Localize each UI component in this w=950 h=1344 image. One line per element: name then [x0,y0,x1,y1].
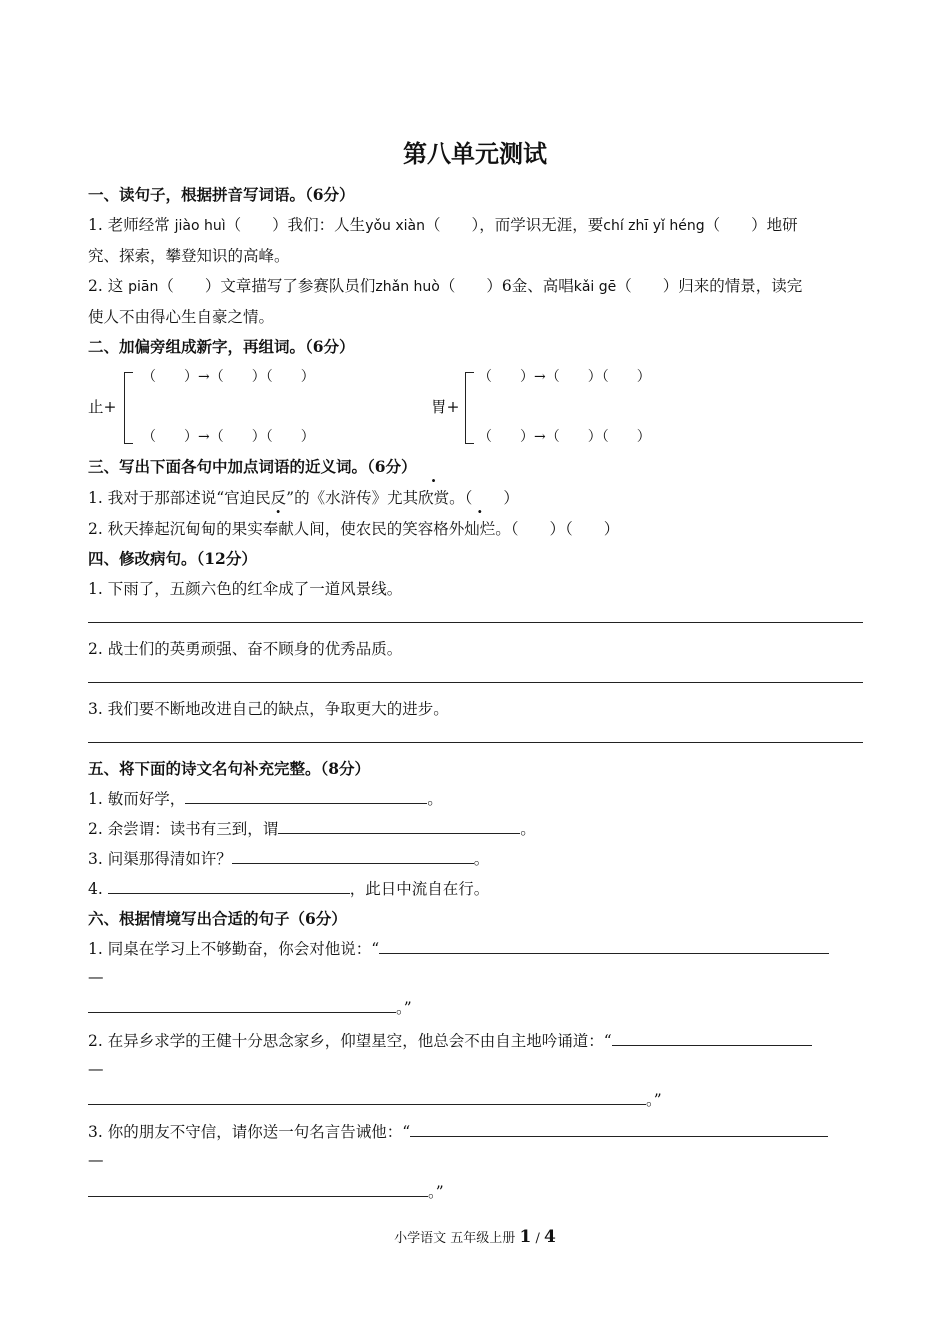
blank-5-4[interactable] [108,879,350,894]
right-brace [465,372,474,444]
sec5-q4-text-a: 4. [88,880,103,898]
sec1-q2-text-d: （ ）归来的情景，读完 [616,277,803,295]
blank-5-2[interactable] [278,819,520,834]
section-2-heading: 二、加偏旁组成新字，再组词。（6分） [88,337,355,356]
sec6-q1 [88,937,829,959]
sec6-q2-line2 [88,1088,662,1110]
blank-5-3[interactable] [232,849,474,864]
sec4-q2: 2. 战士们的英勇顽强、奋不顾身的优秀品质。 [88,640,403,658]
pinyin-youxian: yǒu xiàn [365,218,425,234]
blank-6-2a[interactable] [612,1031,812,1046]
right-row-2: （ ）→（ ）（ ） [478,429,651,445]
footer-sep: / [535,1231,540,1246]
pinyin-pian: piān [128,279,159,295]
blank-5-1[interactable] [185,789,427,804]
blank-6-3a[interactable] [410,1122,828,1137]
sec5-q2 [88,817,536,839]
footer-page: 1 [519,1227,532,1247]
sec1-q2-continuation: 使人不由得心生自豪之情。 [88,308,275,326]
right-row-1: （ ）→（ ）（ ） [478,369,651,385]
pinyin-zhanhuo: zhǎn huò [375,279,440,295]
sec6-q1-text: 1. 同桌在学习上不够勤奋，你会对他说：“ [88,940,380,958]
sec5-q1-text-a: 1. 敏而好学， [88,790,186,808]
sec1-q2-text-a: 2. 这 [88,277,124,295]
sec1-q1-continuation: 究、探索，攀登知识的高峰。 [88,247,290,265]
sec5-q2-text-b: 。 [520,820,536,838]
answer-line-4-2[interactable] [88,682,863,683]
dotted-word-fengxian: 奉献 [262,520,294,538]
footer-text: 小学语文 五年级上册 [394,1231,516,1246]
sec5-q4-text-b: ，此日中流自在行。 [349,880,490,898]
sec1-q1-text-d: （ ）地研 [704,216,798,234]
answer-line-4-3[interactable] [88,742,863,743]
dotted-word-xinshang: 欣赏 [418,489,450,507]
sec1-q1-text-a: 1. 老师经常 [88,216,170,234]
sec5-q1-text-b: 。 [427,790,443,808]
pinyin-jiaohui: jiào huì [174,218,226,234]
pinyin-chizhiyiheng: chí zhī yǐ héng [603,218,705,234]
sec3-q1-text-b: 。（ ） [449,489,519,507]
blank-6-1a[interactable] [379,939,829,954]
radical-left-label: 止+ [88,398,117,416]
sec3-q1 [88,486,519,508]
sec6-q1-dash: — [88,968,104,986]
section-1-heading: 一、读句子，根据拼音写词语。（6分） [88,185,355,204]
sec6-q3-text: 3. 你的朋友不守信，请你送一句名言告诫他：“ [88,1123,411,1141]
blank-6-1b[interactable] [88,998,396,1013]
section-5-heading: 五、将下面的诗文名句补充完整。（8分） [88,759,371,778]
sec6-q3-dash: — [88,1151,104,1169]
sec3-q2 [88,517,619,539]
sec3-q2-text-c: 。（ ）（ ） [495,520,620,538]
section-4-heading: 四、修改病句。（12分） [88,549,257,568]
sec1-q2-text-b: （ ）文章描写了参赛队员们 [158,277,376,295]
section-3-heading: 三、写出下面各句中加点词语的近义词。（6分） [88,457,417,476]
footer-total: 4 [543,1227,556,1247]
sec6-q2-close: 。” [646,1091,662,1109]
sec3-q1-text-a: 1. 我对于那部述说“官迫民反”的《水浒传》尤其 [88,489,419,507]
blank-6-3b[interactable] [88,1182,428,1197]
sec6-q2-dash: — [88,1060,104,1078]
sec6-q2-text: 2. 在异乡求学的王健十分思念家乡，仰望星空，他总会不由自主地吟诵道：“ [88,1032,612,1050]
sec6-q3-close: 。” [428,1183,444,1201]
page-footer [0,1227,950,1247]
sec1-q2 [88,274,802,296]
pinyin-kaige: kǎi gē [573,279,617,295]
page-title: 第八单元测试 [403,139,547,168]
sec3-q2-text-b: 人间，使农民的笑容格外 [293,520,465,538]
sec6-q3-line2 [88,1180,444,1202]
sec6-q3 [88,1120,828,1142]
blank-6-2b[interactable] [88,1090,646,1105]
sec5-q3 [88,847,489,869]
sec5-q4 [88,877,489,899]
sec1-q1-text-b: （ ）我们：人生 [225,216,366,234]
sec5-q3-text-a: 3. 问渠那得清如许？ [88,850,232,868]
answer-line-4-1[interactable] [88,622,863,623]
sec1-q1 [88,213,798,235]
sec4-q1: 1. 下雨了，五颜六色的红伞成了一道风景线。 [88,580,403,598]
sec5-q2-text-a: 2. 余尝谓：读书有三到，谓 [88,820,279,838]
section-6-heading: 六、根据情境写出合适的句子（6分） [88,909,347,928]
sec5-q1 [88,787,443,809]
left-row-1: （ ）→（ ）（ ） [142,369,315,385]
sec5-q3-text-b: 。 [473,850,490,868]
sec1-q2-text-c: （ ）6金、高唱 [439,277,574,295]
radical-right-label: 胃+ [431,398,460,416]
sec1-q1-text-c: （ ），而学识无涯，要 [425,216,604,234]
left-brace [124,372,133,444]
sec3-q2-text-a: 2. 秋天捧起沉甸甸的果实 [88,520,263,538]
sec6-q1-line2 [88,996,412,1018]
sec6-q1-close: 。” [396,999,412,1017]
sec6-q2 [88,1029,812,1051]
dotted-word-canlan: 灿烂 [464,520,496,538]
left-row-2: （ ）→（ ）（ ） [142,429,315,445]
sec4-q3: 3. 我们要不断地改进自己的缺点，争取更大的进步。 [88,700,449,718]
